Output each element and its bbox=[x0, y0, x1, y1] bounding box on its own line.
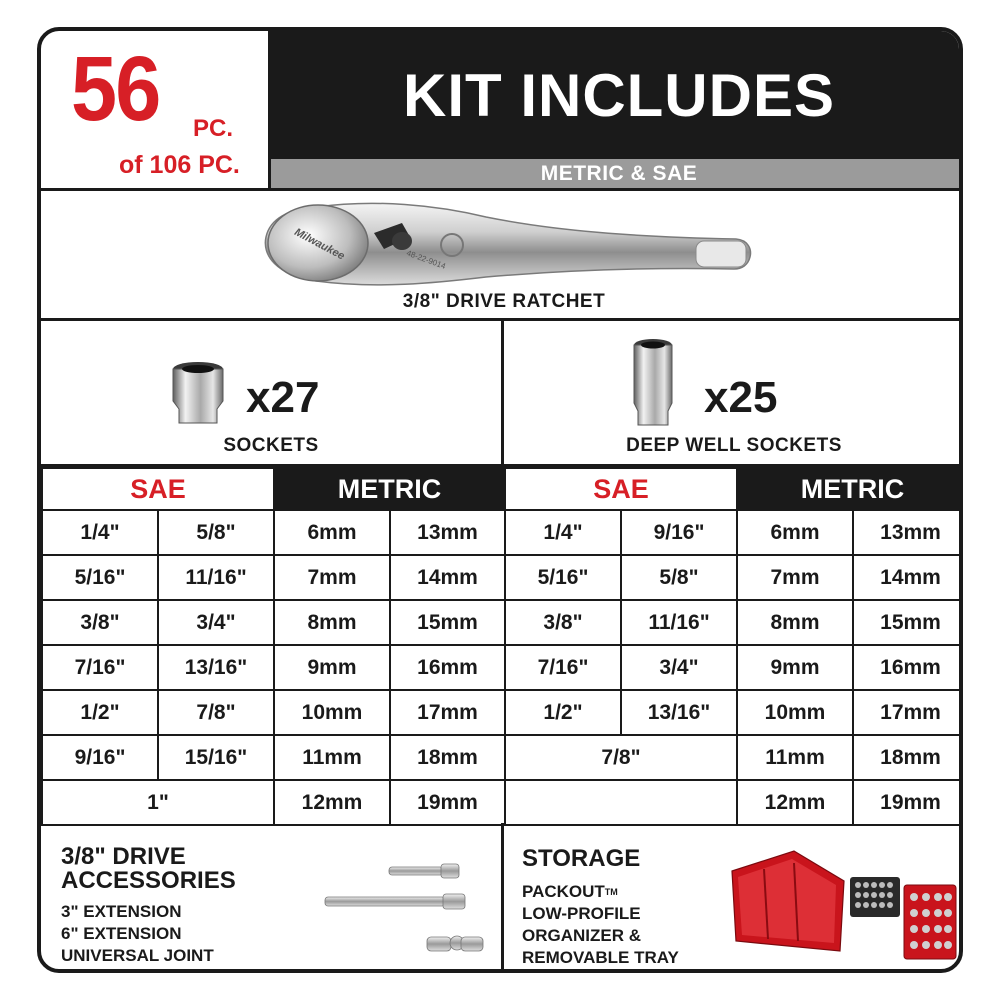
table-row bbox=[42, 780, 963, 825]
size-cell: 18mm bbox=[390, 735, 505, 780]
size-cell: 1/4" bbox=[42, 510, 158, 555]
deep-sockets-qty: x25 bbox=[704, 373, 778, 422]
list-item: 3" EXTENSION bbox=[61, 902, 182, 921]
piece-count-box bbox=[41, 31, 271, 191]
deep-sae-header: SAE bbox=[505, 468, 737, 510]
size-cell: 5/8" bbox=[158, 510, 274, 555]
accessories-title bbox=[61, 845, 236, 893]
size-cell: 13/16" bbox=[621, 690, 737, 735]
ratchet-section bbox=[41, 191, 963, 321]
size-cell: 16mm bbox=[853, 645, 963, 690]
storage-line: LOW-PROFILE bbox=[522, 904, 641, 923]
size-cell bbox=[505, 780, 737, 825]
subtitle-bar bbox=[271, 159, 963, 191]
size-cell: 3/4" bbox=[621, 645, 737, 690]
accessories-title-line2: ACCESSORIES bbox=[61, 867, 236, 894]
deep-socket-image bbox=[630, 337, 676, 427]
size-cell: 12mm bbox=[737, 780, 853, 825]
table-row bbox=[42, 735, 963, 780]
size-cell: 8mm bbox=[274, 600, 390, 645]
storage-line: REMOVABLE TRAY bbox=[522, 948, 679, 967]
title-bar bbox=[271, 31, 963, 159]
sizes-table bbox=[41, 467, 963, 823]
size-cell: 3/8" bbox=[505, 600, 621, 645]
size-cell: 14mm bbox=[390, 555, 505, 600]
storage-description bbox=[522, 881, 679, 969]
size-cell: 7/16" bbox=[42, 645, 158, 690]
size-cell: 3/4" bbox=[158, 600, 274, 645]
sockets-sae-header: SAE bbox=[42, 468, 274, 510]
socket-image bbox=[167, 361, 229, 427]
size-cell: 6mm bbox=[274, 510, 390, 555]
accessories-image bbox=[321, 853, 491, 963]
size-cell: 1" bbox=[42, 780, 274, 825]
storage-line: ORGANIZER & bbox=[522, 926, 641, 945]
storage-section bbox=[504, 823, 963, 973]
list-item: UNIVERSAL JOINT bbox=[61, 946, 214, 965]
size-cell: 3/8" bbox=[42, 600, 158, 645]
size-cell: 11/16" bbox=[621, 600, 737, 645]
table-row bbox=[42, 645, 963, 690]
ratchet-image bbox=[256, 197, 756, 289]
size-cell: 19mm bbox=[853, 780, 963, 825]
piece-count: 56 bbox=[71, 38, 160, 140]
size-cell: 17mm bbox=[390, 690, 505, 735]
size-cell: 15/16" bbox=[158, 735, 274, 780]
size-cell: 9mm bbox=[274, 645, 390, 690]
size-cell: 9mm bbox=[737, 645, 853, 690]
size-cell: 13mm bbox=[853, 510, 963, 555]
size-cell: 16mm bbox=[390, 645, 505, 690]
size-cell: 7/8" bbox=[505, 735, 737, 780]
page-subtitle: METRIC & SAE bbox=[540, 161, 698, 185]
size-cell: 9/16" bbox=[621, 510, 737, 555]
table-row bbox=[42, 600, 963, 645]
size-cell: 11mm bbox=[737, 735, 853, 780]
size-cell: 1/2" bbox=[505, 690, 621, 735]
size-cell: 10mm bbox=[274, 690, 390, 735]
deep-sockets-label: DEEP WELL SOCKETS bbox=[626, 435, 842, 456]
accessories-section bbox=[41, 823, 504, 973]
trademark-mark: TM bbox=[604, 887, 618, 897]
kit-card bbox=[37, 27, 963, 973]
size-cell: 18mm bbox=[853, 735, 963, 780]
size-cell: 14mm bbox=[853, 555, 963, 600]
size-cell: 6mm bbox=[737, 510, 853, 555]
list-item: 6" EXTENSION bbox=[61, 924, 182, 943]
deep-metric-header: METRIC bbox=[737, 468, 963, 510]
size-cell: 15mm bbox=[390, 600, 505, 645]
size-cell: 7/8" bbox=[158, 690, 274, 735]
size-cell: 11/16" bbox=[158, 555, 274, 600]
sockets-label: SOCKETS bbox=[223, 435, 319, 456]
table-header-row bbox=[42, 468, 963, 510]
size-cell: 17mm bbox=[853, 690, 963, 735]
size-cell: 5/16" bbox=[505, 555, 621, 600]
size-cell: 9/16" bbox=[42, 735, 158, 780]
size-cell: 5/8" bbox=[621, 555, 737, 600]
size-cell: 1/2" bbox=[42, 690, 158, 735]
size-cell: 7mm bbox=[274, 555, 390, 600]
table-row bbox=[42, 510, 963, 555]
size-cell: 8mm bbox=[737, 600, 853, 645]
accessories-list bbox=[61, 901, 214, 967]
size-cell: 15mm bbox=[853, 600, 963, 645]
accessories-title-line1: 3/8" DRIVE bbox=[61, 843, 186, 870]
size-cell: 7mm bbox=[737, 555, 853, 600]
size-cell: 12mm bbox=[274, 780, 390, 825]
size-cell: 19mm bbox=[390, 780, 505, 825]
page-title: KIT INCLUDES bbox=[403, 61, 835, 129]
size-cell: 13mm bbox=[390, 510, 505, 555]
organizer-image bbox=[724, 841, 960, 965]
table-row bbox=[42, 555, 963, 600]
size-cell: 13/16" bbox=[158, 645, 274, 690]
sockets-section bbox=[41, 321, 504, 467]
table-row bbox=[42, 690, 963, 735]
storage-title: STORAGE bbox=[522, 845, 641, 872]
storage-packout: PACKOUT bbox=[522, 882, 605, 901]
deep-sockets-section bbox=[504, 321, 963, 467]
size-cell: 10mm bbox=[737, 690, 853, 735]
piece-total: of 106 PC. bbox=[119, 151, 240, 179]
ratchet-label: 3/8" DRIVE RATCHET bbox=[402, 291, 606, 312]
size-cell: 1/4" bbox=[505, 510, 621, 555]
storage-line-packout bbox=[522, 881, 679, 903]
size-cell: 5/16" bbox=[42, 555, 158, 600]
size-cell: 7/16" bbox=[505, 645, 621, 690]
piece-count-unit: PC. bbox=[193, 115, 234, 142]
sockets-qty: x27 bbox=[246, 373, 320, 422]
ratchet-brand: Milwaukee bbox=[292, 226, 347, 263]
sockets-metric-header: METRIC bbox=[274, 468, 505, 510]
sizes-grid bbox=[41, 467, 963, 826]
ratchet-engraving: 48-22-9014 bbox=[405, 248, 447, 271]
size-cell: 11mm bbox=[274, 735, 390, 780]
